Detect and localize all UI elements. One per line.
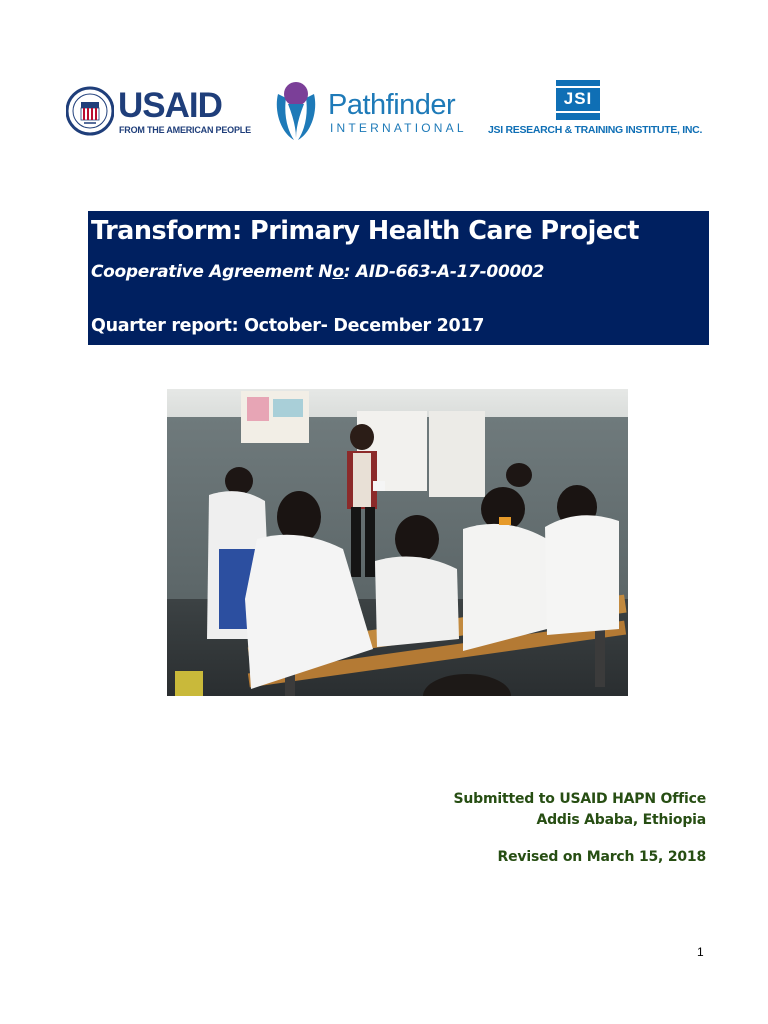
title-banner [88,211,709,345]
revision-date: Revised on March 15, 2018 [497,849,706,865]
usaid-tagline: FROM THE AMERICAN PEOPLE [119,125,251,135]
report-title: Transform: Primary Health Care Project [91,216,640,246]
pathfinder-figure-icon [272,80,320,142]
pathfinder-wordmark: Pathfinder [328,89,456,121]
usaid-wordmark: USAID [118,86,222,125]
cover-photo [167,389,628,696]
quarter-report-period: Quarter report: October- December 2017 [91,316,485,336]
pathfinder-subtitle: INTERNATIONAL [330,121,467,135]
jsi-wordmark: JSI RESEARCH & TRAINING INSTITUTE, INC. [488,124,703,136]
classroom-photo-image [167,389,628,696]
submission-info [454,789,707,868]
usaid-logo [66,80,251,144]
jsi-mark [556,80,600,120]
page-number: 1 [697,945,704,959]
submission-location: Addis Ababa, Ethiopia [536,812,706,828]
submitted-to: Submitted to USAID HAPN Office [453,791,706,807]
jsi-mark-text: JSI [563,89,593,108]
cooperative-agreement: Cooperative Agreement No: AID-663-A-17-00002 [91,262,545,282]
pathfinder-logo [272,80,467,144]
jsi-logo [488,80,703,144]
usaid-seal-icon [66,82,114,140]
